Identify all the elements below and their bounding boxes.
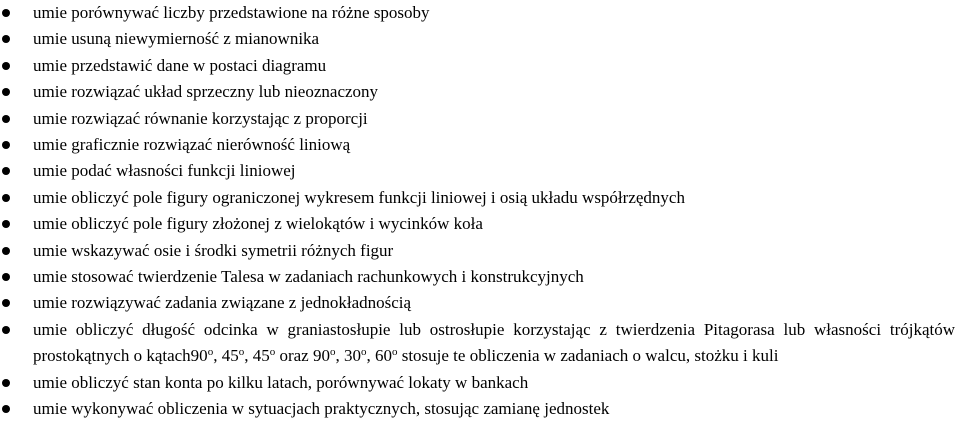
bullet-icon [2,141,10,149]
list-item [0,290,959,316]
list-item [0,185,959,211]
degree-sup: o [207,346,214,359]
list-item-text: umie obliczyć stan konta po kilku latach, porównywać lokaty w bankach [33,372,529,392]
list-item-text: umie graficznie rozwiązać nierówność liniową [33,135,351,155]
list-item-text: umie rozwiązać układ sprzeczny lub nieoznaczony [33,82,379,102]
list-item [0,132,959,158]
list-item [0,396,959,422]
bullet-icon [2,62,10,70]
degree-sup: o [269,346,276,359]
bullet-icon [2,379,10,387]
bullet-icon [2,299,10,307]
list-item [0,158,959,184]
list-item-text: umie wykonywać obliczenia w sytuacjach praktycznych, stosując zamianę jednostek [33,399,610,419]
text-part: oraz 90 [275,346,330,366]
list-item [0,26,959,52]
list-item [0,53,959,79]
list-item-text: umie stosować twierdzenie Talesa w zadaniach rachunkowych i konstrukcyjnych [33,267,584,287]
bullet-icon [2,273,10,281]
text-part: , 30 [335,346,361,366]
text-part: , 45 [244,346,270,366]
bullet-icon [2,88,10,96]
bullet-icon [2,194,10,202]
bullet-icon [2,115,10,123]
list-item-text: umie podać własności funkcji liniowej [33,161,296,181]
list-item-text: umie rozwiązywać zadania związane z jednokładnością [33,293,412,313]
list-item [0,370,959,396]
text-part: umie obliczyć długość odcinka w graniastosłupie lub ostrosłupie korzystając z twierdzenia Pitagorasa lub własności trójkątów prostokątnych o kątach90 [33,319,955,366]
degree-sup: o [238,346,245,359]
list-item-text: umie rozwiązać równanie korzystając z proporcji [33,108,368,128]
list-item [0,211,959,237]
bullet-icon [2,405,10,413]
text-part: stosuje te obliczenia w zadaniach o walcu, stożku i kuli [397,346,779,366]
list-item-text: umie obliczyć pole figury ograniczonej wykresem funkcji liniowej i osią układu współrzędnych [33,187,685,207]
text-part: , 60 [366,346,392,366]
list-item-text: umie usuną niewymierność z mianownika [33,29,320,49]
list-item-text: umie obliczyć pole figury złożonej z wielokątów i wycinków koła [33,214,483,234]
list-item [0,106,959,132]
degree-sup: o [329,346,336,359]
list-item-pythagoras [0,317,959,370]
bullet-icon [2,167,10,175]
bullet-icon [2,9,10,17]
list-item-text: umie wskazywać osie i środki symetrii różnych figur [33,240,394,260]
list-item-text: umie przedstawić dane w postaci diagramu [33,55,327,75]
bullet-icon [2,35,10,43]
list-item [0,264,959,290]
bullet-icon [2,220,10,228]
text-part: , 45 [213,346,239,366]
list-item [0,238,959,264]
list-item-text: umie porównywać liczby przedstawione na różne sposoby [33,3,430,22]
list-item [0,79,959,105]
bullet-icon [2,247,10,255]
list-item [0,0,959,26]
bullet-icon [2,326,10,334]
degree-sup: o [360,346,367,359]
degree-sup: o [391,346,398,359]
